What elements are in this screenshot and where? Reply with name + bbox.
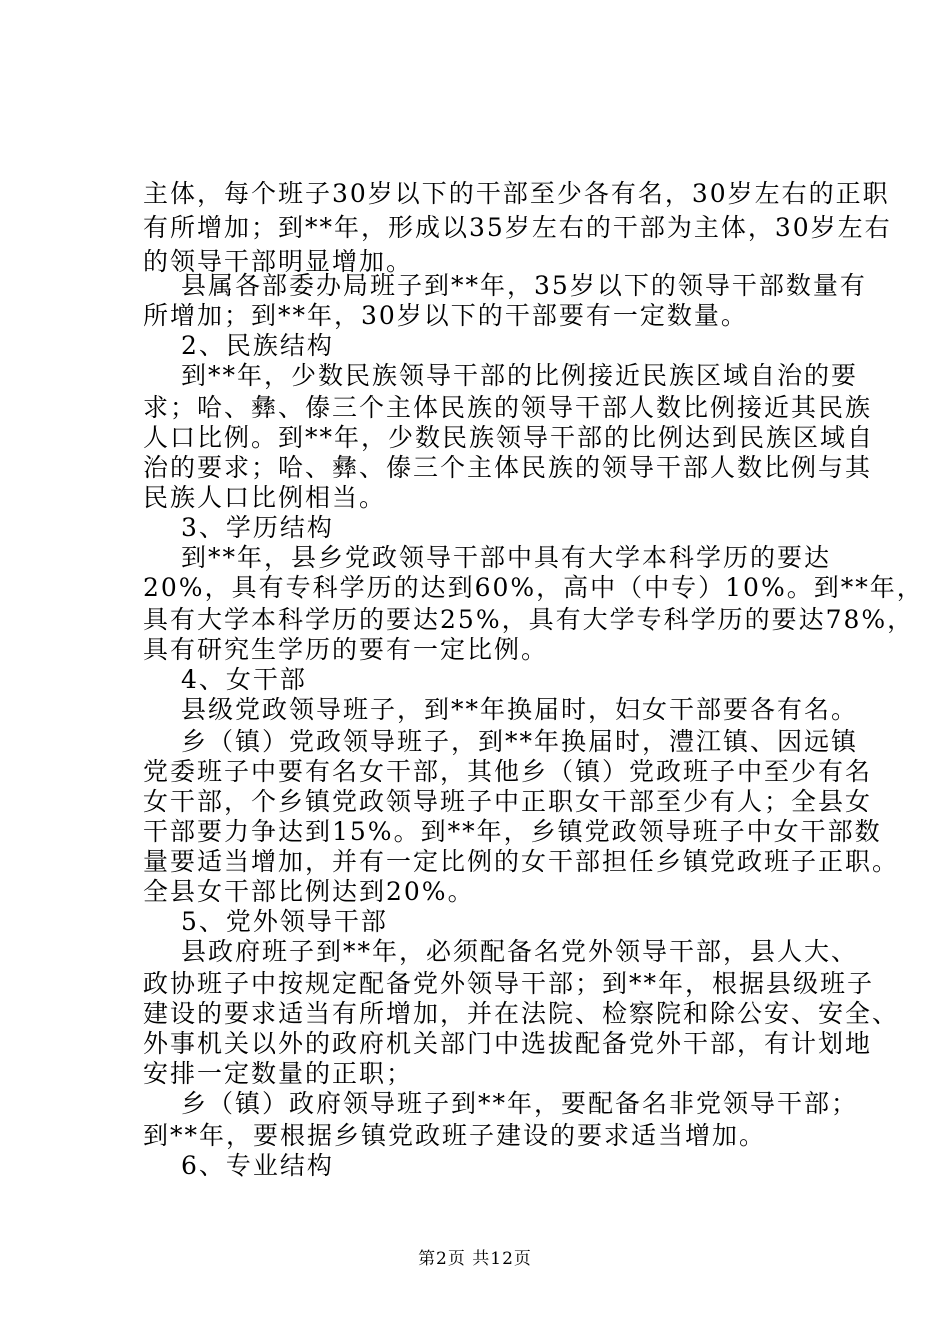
- text-line: 求；哈、彝、傣三个主体民族的领导干部人数比例接近其民族: [143, 393, 873, 422]
- text-line: 具有大学本科学历的要达25%，具有大学专科学历的要达78%，: [143, 605, 915, 634]
- text-line: 有所增加；到**年，形成以35岁左右的干部为主体，30岁左右: [143, 213, 892, 242]
- text-line: 人口比例。到**年，少数民族领导干部的比例达到民族区域自: [143, 423, 875, 452]
- section-heading: 5、党外领导干部: [181, 907, 388, 936]
- section-heading: 3、学历结构: [181, 513, 334, 542]
- text-line: 的领导干部明显增加。: [143, 247, 414, 276]
- text-line: 女干部，个乡镇党政领导班子中正职女干部至少有人；全县女: [143, 787, 873, 816]
- text-line: 外事机关以外的政府机关部门中选拔配备党外干部，有计划地: [143, 1029, 873, 1058]
- text-line: 治的要求；哈、彝、傣三个主体民族的领导干部人数比例与其: [143, 453, 873, 482]
- paragraph-indent-line: 乡（镇）政府领导班子到**年，要配备名非党领导干部；: [181, 1089, 859, 1118]
- page-number-footer: 第2页 共12页: [418, 1249, 532, 1269]
- text-line: 20%，具有专科学历的达到60%，高中（中专）10%。到**年，: [143, 573, 924, 602]
- text-line: 量要适当增加，并有一定比例的女干部担任乡镇党政班子正职。: [143, 847, 900, 876]
- paragraph-indent-line: 县政府班子到**年，必须配备名党外领导干部，县人大、: [181, 937, 859, 966]
- section-heading: 2、民族结构: [181, 331, 334, 360]
- text-line: 全县女干部比例达到20%。: [143, 877, 475, 906]
- text-line: 民族人口比例相当。: [143, 483, 387, 512]
- text-line: 政协班子中按规定配备党外领导干部；到**年，根据县级班子: [143, 969, 875, 998]
- text-line: 党委班子中要有名女干部，其他乡（镇）党政班子中至少有名: [143, 757, 873, 786]
- text-line: 主体，每个班子30岁以下的干部至少各有名，30岁左右的正职: [143, 179, 890, 208]
- text-line: 到**年，要根据乡镇党政班子建设的要求适当增加。: [143, 1121, 767, 1150]
- paragraph-indent-line: 县级党政领导班子，到**年换届时，妇女干部要各有名。: [181, 695, 859, 724]
- text-line: 干部要力争达到15%。到**年，乡镇党政领导班子中女干部数: [143, 817, 882, 846]
- text-line: 安排一定数量的正职；: [143, 1059, 414, 1088]
- section-heading: 4、女干部: [181, 665, 307, 694]
- text-line: 建设的要求适当有所增加，并在法院、检察院和除公安、安全、: [143, 999, 900, 1028]
- paragraph-indent-line: 到**年，县乡党政领导干部中具有大学本科学历的要达: [181, 543, 832, 572]
- paragraph-indent-line: 乡（镇）党政领导班子，到**年换届时，澧江镇、因远镇: [181, 727, 859, 756]
- text-line: 所增加；到**年，30岁以下的干部要有一定数量。: [143, 301, 748, 330]
- section-heading: 6、专业结构: [181, 1151, 334, 1180]
- paragraph-indent-line: 县属各部委办局班子到**年，35岁以下的领导干部数量有: [181, 271, 867, 300]
- text-line: 具有研究生学历的要有一定比例。: [143, 635, 549, 664]
- paragraph-indent-line: 到**年，少数民族领导干部的比例接近民族区域自治的要: [181, 361, 859, 390]
